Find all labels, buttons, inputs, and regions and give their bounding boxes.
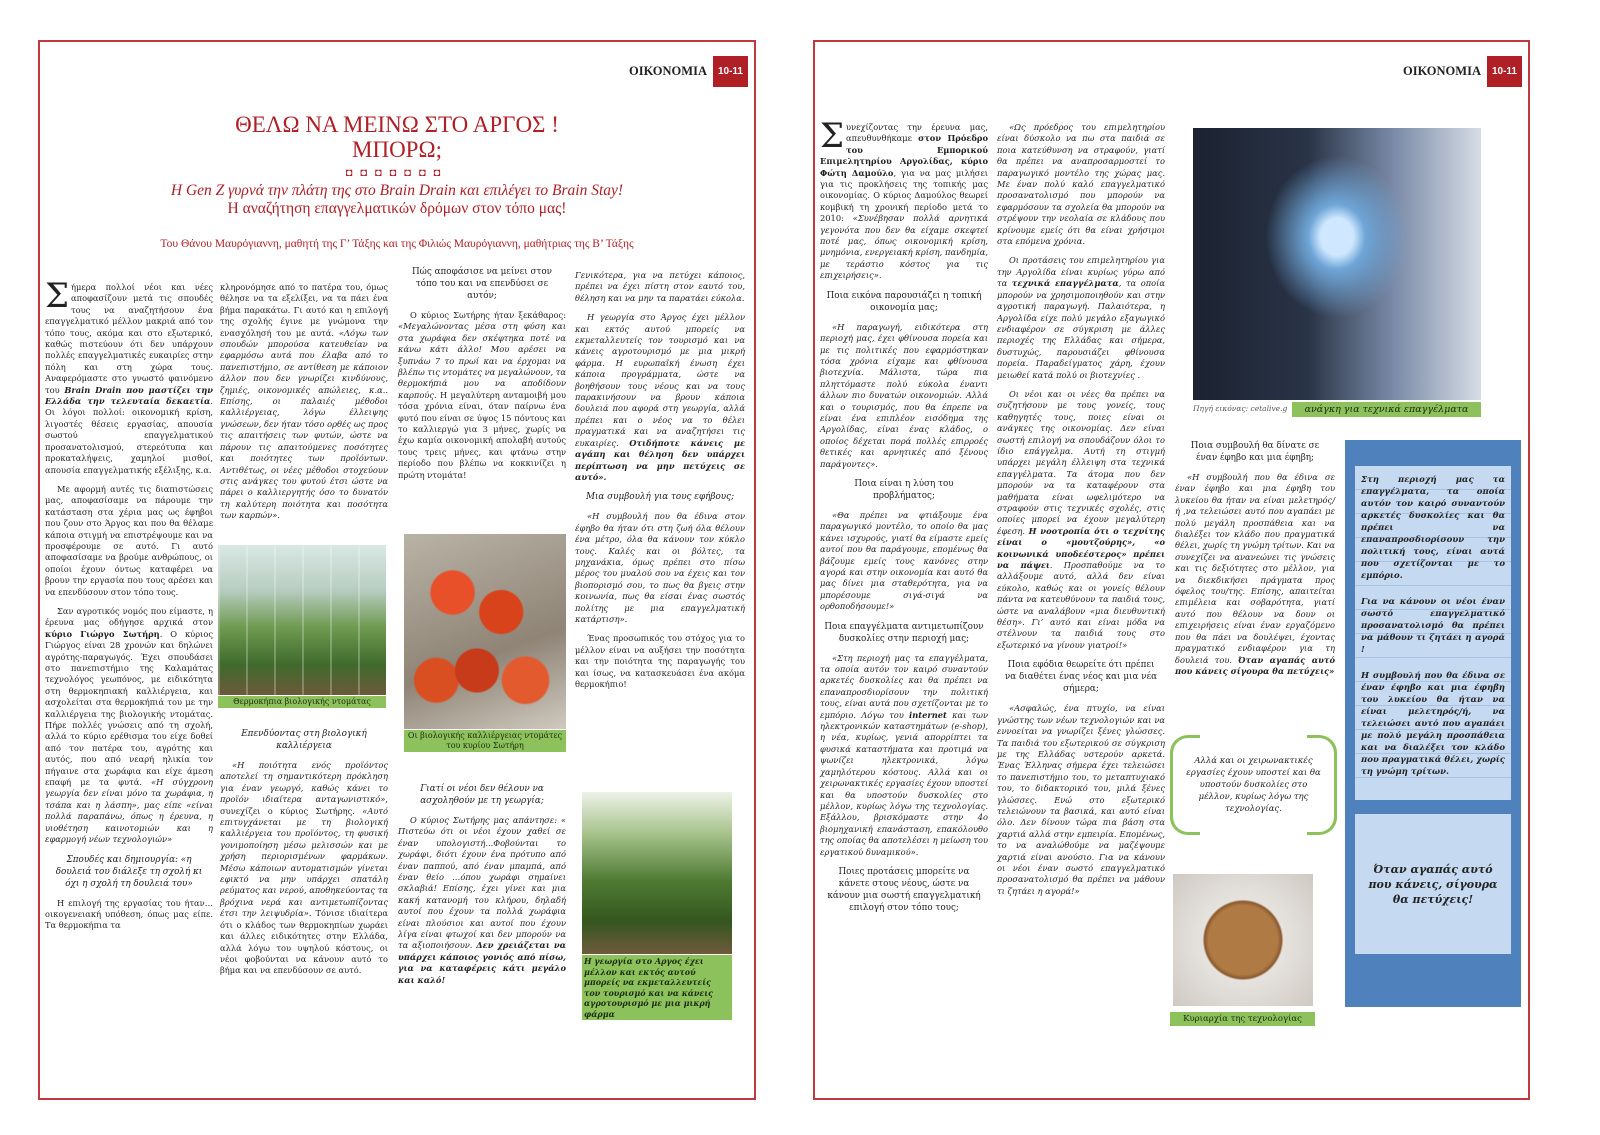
highlight-final: Όταν αγαπάς αυτό που κάνεις, σίγουρα θα πετύχεις! (1355, 814, 1511, 954)
tomatoes-photo (404, 534, 566, 729)
emphasis-text: Όταν αγαπάς αυτό που κάνεις σίγουρα θα πετύχεις» (1175, 654, 1335, 676)
article-title-line1: ΘΕΛΩ ΝΑ ΜΕΙΝΩ ΣΤΟ ΑΡΓΟΣ ! (235, 112, 559, 137)
quote-paragraph: «Η συμβουλή που θα έδινα στον έφηβο θα ήταν ότι στη ζωή όλα θέλουν ένα μέτρο, όλα θα κάνουν τον κύκλο τους. Καλές και οι βόλτες, τα μηχανάκια, όμως πρέπει στο πίσω μέρος του μυαλού σου να έχεις και τον βιοπορισμό σου, το πως θα βγεις στην κοινωνία, πως θα είσαι ένας σωστός πολίτης με μια επαγγελματική κατάρτιση». (575, 511, 745, 624)
quote-text: «Αυτό επιτυγχάνεται με τη βιολογική καλλιέργεια του προϊόντος, τη φυσική γονιμοποίηση μέσω μελισσών και με χρήση περιορισμένων φαρμάκων. Μέσω κάποιων αυτοματισμών γίνεται εφικτό να μην υπάρχει σπατάλη ρεύματος και νερού, αποθηκεύοντας τα βρόχινα νερά και αντιμετωπίζοντας έτσι την λειψυδρία». (220, 805, 388, 919)
page-number-badge: 10-11 (1487, 56, 1522, 87)
quote-text: Οι νέοι και οι νέες θα πρέπει να συζητήσουν με τους γονείς, τους καθηγητές τους, ποιες είναι οι ανάγκες της οικονομίας. Δεν είναι σωστή επιλογή να σπουδάζουν όλοι το ίδιο επάγγελμα. Αυτή τη στιγμή υπάρχει μεγάλη έλλειψη στα τεχνικά επαγγέλματα. Τα άτομα που δεν μπορούν να τα καταφέρουν στα μαθήματα είναι ωφελιμότερο να στραφούν στις τεχνικές σχολές, στις οποίες μπορεί να έχουν μεγαλύτερη έφεση. (997, 388, 1165, 536)
quote-paragraph: «Θα πρέπει να φτιάξουμε ένα παραγωγικό μοντέλο, το οποίο θα μας κάνει ισχυρούς, γιατί θα είμαστε εμείς αυτοί που θα παράγουμε, επομένως θα βάζουμε εμείς τους κανόνες στην αγορά και στην οικονομία και αυτό θα μας δίνει μια σταθερότητα, για να μπορέσουμε σιγά-σιγά να ορθοποδήσουμε!» (820, 509, 988, 612)
quote-corner (1170, 735, 1200, 755)
quote-text: . Προσπαθούμε να το αλλάξουμε αυτό, αλλά δεν είναι εύκολο, καθώς και οι γονείς θέλουν πάντα να κατευθύνουν τα παιδιά τους, ώστε να αναλάβουν «μια διευθυντική θέση». Γι’ αυτό και είναι μόδα να στέλνουν τα παιδιά τους στο εξωτερικό να γίνουν γιατροί!» (997, 560, 1165, 650)
section-heading: Μια συμβουλή για τους εφήβους; (585, 492, 735, 503)
photo-caption: ανάγκη για τεχνικά επαγγέλματα (1292, 402, 1481, 417)
highlight-item: Η συμβουλή που θα έδινα σε έναν έφηβο και μια έφηβη του λυκείου θα ήταν να είναι μελετηρός/ή, να τελειώσει αυτό που αγαπάει με πολύ μεγάλη προσπάθεια και να διαλέξει τον κλάδο που πραγματικά θέλει, χωρίς τη γνώμη τρίτων. (1361, 671, 1505, 777)
section-heading: Ποιες προτάσεις μπορείτε να κάνετε στους νέους, ώστε να κάνουν μια σωστή επαγγελματική επιλογή στον τόπο τους; (827, 866, 981, 913)
article-subtitle-2: Η αναζήτηση επαγγελματικών δρόμων στον τόπο μας! (227, 200, 567, 217)
quote-text: , τα οποία μπορούν να χρησιμοποιηθούν και στην αγροτική παραγωγή. Παλαιότερα, η Αργολίδα είχε πολύ μεγάλο εξαγωγικό ενδιαφέρον σε σύγκριση με άλλες περιοχές της Ελλάδας και σήμερα, δυστυχώς, παρουσιάζει φθίνουσα πορεία. Παραδείγματος χάρη, έχουν μειωθεί κατά πολύ οι βιοτεχνίες . (997, 278, 1165, 380)
column-3 (1175, 434, 1335, 724)
paragraph-text: . Ο κύριος Γιώργος είναι 28 χρονών και δηλώνει αγρότης-παραγωγός. Έχει σπουδάσει στο πανεπιστήμιο της Καλαμάτας τεχνολόγος γεωπόνος, με ειδικότητα στη θερμοκηπιακή καλλιέργεια, και ασχολείται στα θερμοκήπιά του με την καλλιέργεια της βιολογικής ντομάτας. Πήρε πολλές γνώσεις από τη σχολή, αλλά το κύριο ερέθισμα του είχε δοθεί από τον πατέρα του, αγρότης και αυτός, που από νεαρή ηλικία τον πήγαινε στα χωράφια και είχε άμεση επαφή με τα φυτά. (45, 628, 213, 788)
paragraph: Γενικότερα, για να πετύχει κάποιος, πρέπει να έχει πίστη στον εαυτό του, θέληση και να μην τα παρατάει εύκολα. (575, 270, 745, 303)
crop-rows-photo (582, 792, 732, 954)
paragraph-text: ήμερα πολλοί νέοι και νέες αποφασίζουν μετά τις σπουδές τους να αναζητήσουν ένα επαγγελματικό μέλλον μακριά από τον τόπο τους, ακόμα και στο εξωτερικό, καθώς πιστεύουν ότι δεν υπάρχουν πολλές επαγγελματικές ευκαιρίες στην πόλη και στη χώρα τους. Αναφερόμαστε στο γνωστό φαινόμενο του (45, 282, 213, 395)
paragraph: Η επιλογή της εργασίας του ήταν… οικογενειακή υπόθεση, όπως μας είπε. Τα θερμοκήπια τα (45, 897, 213, 931)
paragraph: Ένας προσωπικός του στόχος για το μέλλον είναι να αυξήσει την ποσότητα και την ποιότητα της παραγωγής του και ίσως, να κατασκευάσει ένα ακόμα θερμοκήπιο! (575, 633, 745, 689)
section-heading: Ποια εφόδια θεωρείτε ότι πρέπει να διαθέτει ένας νέος και μια νέα σήμερα; (1004, 660, 1158, 695)
column-3-bottom (398, 777, 566, 1097)
section-heading: Σπουδές και δημιουργία: «η δουλειά του διάλεξε τη σχολή κι όχι η σχολή τη δουλειά του» (55, 854, 203, 889)
emphasis-text: Η νοοτροπία ότι ο τεχνίτης είναι ο «μουτζούρης», «ο κοινωνικά υποδεέστερος» πρέπει να πάψει (997, 525, 1166, 571)
column-1 (820, 116, 988, 1097)
column-1 (45, 276, 213, 1097)
paragraph-text: Σαν αγροτικός νομός που είμαστε, η έρευνα μας οδήγησε αρχικά στον (45, 605, 213, 628)
quote-text: και των ηλεκτρονικών καταστημάτων (e-shop), η νέα, κυρίως, γενιά απορρίπτει τα φυσικά καταστήματα και προτιμά να ψωνίζει ηλεκτρονικά, λόγω χαμηλότερου κόστους. Αλλά και οι χειρωνακτικές εργασίες έχουν υποστεί και θα υποστούν δυσκολίες στο μέλλον, κυρίως λόγω της τεχνολογίας. Εξάλλου, βρισκόμαστε στην 4ο βιομηχανική επανάσταση, επακόλουθο της οποίας θα αποτελέσει η μείωση του εργατικού δυναμικού». (820, 709, 988, 857)
paragraph-text: . Οι λόγοι πολλοί: οικονομική κρίση, λιγοστές θέσεις εργασίας, απουσία σωστού επαγγελματικού προσανατολισμού, στερεότυπα και προκαταλήψεις, χαμηλοί μισθοί, απουσία επαγγελματικής εξέλιξης, κ.α. (45, 396, 213, 475)
emphasis-text: Δεν χρειάζεται να υπάρχει κάποιος γονιός από πίσω, για να καταφέρεις κάτι μεγάλο και καλό! (398, 940, 566, 985)
quote-paragraph: «Ασφαλώς, ένα πτυχίο, να είναι γνώστης των νέων τεχνολογιών και να εννοείται να γνωρίζει ξένες γλώσσες. Τα παιδιά του εξωτερικού σε σύγκριση με της Ελλάδας υστερούν αρκετά. Ένας Έλληνας σήμερα έχει τελειώσει το πανεπιστήμιο του, το μεταπτυχιακό του, το διδακτορικό του, μιλά ξένες γλώσσες. Ενώ στο εξωτερικό τελειώνουν τα βασικά, και αυτό είναι όλο. Δεν δίνουν τώρα πια βάση στα χαρτιά αλλά στην εμπειρία. Επομένως, το να αναλώθούμε να μαζέψουμε χαρτιά είναι ανούσιο. Για να κάνουν οι νέοι έναν σωστό επαγγελματικό προσανατολισμό θα πρέπει να μάθουν τι ζητάει η αγορά!» (997, 703, 1165, 896)
quote-text: Ο κύριος Σωτήρης μας απάντησε: « Πιστεύω ότι οι νέοι έχουν χαθεί σε έναν υπολογιστή...Φοβούνται το χωράφι, διότι έχουν ένα πρότυπο από έναν παππού, από έναν μπαμπά, από έναν θείο …όπου χωράφι σημαίνει σκλαβιά! Επίσης, έχει γίνει και μια κακή κατανομή του κλήρου, δηλαδή αυτοί που έχουν τα πολλά χωράφια είναι πλούσιοι και αυτοί που έχουν λίγα είναι φτωχοί και δεν μπορούν να τα αξιοποιήσουν. (398, 815, 566, 951)
column-2-top (220, 282, 388, 521)
greenhouse-photo (218, 545, 386, 695)
emphasis-text: κύριο Γιώργο Σωτήρη (45, 628, 160, 639)
round-table-photo (1173, 874, 1313, 1006)
section-heading: Ποια εικόνα παρουσιάζει η τοπική οικονομία μας; (826, 290, 982, 313)
highlight-item: Στη περιοχή μας τα επαγγέλματα, τα οποία αυτόν τον καιρό συναντούν αρκετές δυσκολίες και θα πρέπει να επαναπροσδιορίσουν την πολιτική τους, είναι αυτά που σχετίζονται με το εμπόριο. (1361, 475, 1505, 581)
quote-text: «Συνέβησαν πολλά αρνητικά γεγονότα που δεν θα είχαμε σκεφτεί ποτέ μας, όπως οικονομική κρίση, μνημόνια, ενεργειακή κρίση, πανδημία, με τεράστιο κόστος για τις επιχειρήσεις». (820, 213, 988, 281)
paragraph-text: Ο κύριος Σωτήρης ήταν ξεκάθαρος: (410, 310, 566, 320)
paragraph-text: , για να μας μιλήσει για τις προκλήσεις της τοπικής μας οικονομίας. Ο κύριος Δαμούλος θεωρεί κομβική τη χρονική περίοδο μετά το 2010: (820, 167, 988, 224)
quote-text: «Η σύγχρονη γεωργία δεν είναι μόνο τα χωράφια, η τσάπα και η λάσπη», μας είπε «είναι πολλά παραπάνω, όπως η έρευνα, η υιοθέτηση καινοτομιών και η εφαρμογή νέων τεχνολογιών» (45, 777, 213, 845)
pull-quote-text: Αλλά και οι χειρωνακτικές εργασίες έχουν υποστεί και θα υποστούν δυσκολίες στο μέλλον, κυρίως λόγω της τεχνολογίας. (1186, 756, 1321, 814)
page-number-badge: 10-11 (713, 56, 748, 87)
quote-paragraph: «Η παραγωγή, ειδικότερα στη περιοχή μας, έχει φθίνουσα πορεία και με τις πολιτικές που εφαρμόστηκαν τόσα χρόνια είχαμε και φθίνουσα βιοτεχνία. Μάλιστα, τώρα πια πληττόμαστε πολύ εύκολα έναντι άλλων πιο δυνατών οικονομιών. Αλλά και ο τουρισμός, που θα έπρεπε να είναι ένα επιπλέον εισόδημα της Αργολίδας, είναι ένας κλάδος, ο οποίος δέχεται πορά πολλές επιρροές θετικές και αρνητικές από ξένους παράγοντες». (820, 321, 988, 469)
quote-text: «Η ποιότητα ενός προϊόντος αποτελεί τη σημαντικότερη πρόκληση για έναν γεωργό, καθώς κάνει το προϊόν ιδιαίτερα ανταγωνιστικό» (220, 760, 388, 805)
quote-paragraph: «Ως πρόεδρος του επιμελητηρίου είναι δύσκολο να πω στα παιδιά σε ποια κατεύθυνση να στραφούν, γιατί θα πρέπει να αναπροσαρμοστεί το παραγωγικό μοντέλο της χώρας μας. Με έναν πολύ καλό επαγγελματικό προσανατολισμό που μπορούν να εφαρμόσουν τα σχολεία θα μπορούν να στρέψουν την νεολαία σε κλάδους που κρίνουμε εμείς ότι θα είναι χρήσιμοι στα επόμενα χρόνια. (997, 122, 1165, 247)
quote-text: Η γεωργία στο Άργος έχει μέλλον και εκτός αυτού μπορείς να εκμεταλλευτείς τον τουρισμό και να κάνεις αγροτουρισμό με μια μικρή φάρμα. Η ευρωπαϊκή ένωση έχει κάποια προγράμματα, ώστε να βοηθήσουν τους νέους και να τους παρακινήσουν να βρουν κάποια δουλειά που αφορά στη γεωργία, αλλά πρέπει και ο νέος να το θέλει πραγματικά και να αναζητήσει τις ευκαιρίες. (575, 312, 745, 448)
quote-text: «Η συμβουλή που θα έδινα σε έναν έφηβο και μια έφηβη του λυκείου θα ήταν να είναι μελετηρός/ή ,να τελειώσει αυτό που αγαπάει με πολύ μεγάλη προσπάθεια και να διαλέξει τον κλάδο που πραγματικά θέλει, χωρίς τη γνώμη τρίτων. Και να συνεχίζει να ανανεώνει τις γνώσεις και τις δεξιότητες στο μέλλον, για να διεκδικήσει πράγματα προς όφελος του/της. Επίσης, απαιτείται επιμέλεια και σοβαρότητα, γιατί αυτό που θέλουν να δουν οι επιχειρήσεις είναι έναν εργαζόμενο που θα πάει να δουλέψει, έχοντας πραγματικό ενδιαφέρον για τη δουλειά του. (1175, 472, 1335, 665)
paragraph: Με αφορμή αυτές τις διαπιστώσεις μας, αποφασίσαμε να πάρουμε την κατάσταση στα χέρια μας ως έφηβοι που ζουν στο Άργος και που θα θέλαμε κάποια στιγμή να επιστρέψουμε και να προσφέρουμε σε αυτό. Γι αυτό αποφασίσαμε να βρούμε ανθρώπους, οι οποίοι έχουν όντως καταφέρει να βρουν την εργασία που τους αρέσει και να επενδύσουν στον τόπο τους. (45, 483, 213, 597)
lightbulb-hand-photo (1193, 128, 1481, 400)
photo-caption: Η γεωργία στο Αργος έχει μέλλον και εκτός αυτού μπορείς να εκμεταλλευτείς τον τουρισμό και να κάνεις αγροτουρισμό με μια μικρή φάρμα (582, 955, 732, 1020)
article-byline: Του Θάνου Μαυρόγιαννη, μαθητή της Γ’ Τάξης και της Φιλιώς Μαυρόγιαννη, μαθήτριας της Β’ Τάξης (160, 238, 634, 250)
photo-caption: Κυριαρχία της τεχνολογίας (1170, 1012, 1315, 1026)
drop-cap: Σ (45, 276, 70, 316)
paragraph-text: υνεχίζοντας την έρευνα μας, απευθυνθήκαμε (846, 122, 988, 144)
emphasis-text: στον Πρόεδρο του Εμπορικού Επιμελητηρίου Αργολίδας, κύριο Φώτη Δαμούλο (820, 133, 988, 178)
section-label: ΟΙΚΟΝΟΜΙΑ (629, 64, 707, 78)
quote-corner (1307, 815, 1337, 835)
ornament-divider: ◘◘◘◘◘◘◘ (345, 167, 449, 179)
quote-text: Οι προτάσεις του επιμελητηρίου για την Αργολίδα είναι κυρίως γύρω από τα (997, 255, 1165, 289)
photo-caption: Θερμοκήπια βιολογικής ντομάτας (218, 696, 386, 708)
page-header (1403, 56, 1522, 87)
section-heading: Γιατί οι νέοι δεν θέλουν να ασχοληθούν με τη γεωργία; (420, 784, 544, 806)
article-title-line2: ΜΠΟΡΩ; (352, 137, 442, 162)
article-title-block (40, 112, 754, 250)
quote-text: «Μεγαλώνοντας μέσα στη φύση και στα χωράφια δεν σκέφτηκα ποτέ να κάνω κάτι άλλο! Μου αρέσει να ξυπνάω 7 το πρωί και να έρχομαι να βλέπω τις ντομάτες να μεγαλώνουν, τα θερμοκήπιά μου να αποδίδουν καρπούς. (398, 321, 566, 400)
drop-cap: Σ (820, 116, 845, 156)
section-heading: Επενδύοντας στη βιολογική καλλιέργεια (241, 729, 367, 751)
section-heading: Ποια είναι η λύση του προβλήματος; (854, 478, 954, 501)
quote-corner (1170, 815, 1200, 835)
highlights-box (1345, 440, 1521, 1007)
column-2 (997, 122, 1165, 1097)
paragraph-text: κληρονόμησε από το πατέρα του, όμως θέλησε να τα εξελίξει, να τα πάει ένα βήμα παρακάτω. Γι αυτό και η επιλογή της σχολής έγινε με γνώμονα την ενασχόλησή του με αυτά. (220, 282, 388, 338)
article-subtitle: Η Gen Z γυρνά την πλάτη της στο Brain Drain και επιλέγει το Brain Stay! (170, 182, 624, 199)
paragraph-text: , συνεχίζει ο κύριος Σωτήρης. (220, 794, 388, 816)
column-2-bottom (220, 722, 388, 1097)
section-label: ΟΙΚΟΝΟΜΙΑ (1403, 64, 1481, 78)
page-right (813, 40, 1530, 1100)
column-3-top (398, 260, 566, 532)
photo-caption: Οι βιολογικής καλλιέργειας ντομάτες του κυρίου Σωτήρη (404, 730, 566, 752)
section-heading: Ποια συμβουλή θα δίνατε σε έναν έφηβο και μια έφηβη; (1190, 441, 1320, 463)
section-heading: Πώς αποφάσισε να μείνει στον τόπο του και να επενδύσει σε αυτόν; (412, 267, 552, 301)
emphasis-text: Οτιδήποτε κάνεις με αγάπη και θέληση δεν υπάρχει περίπτωση να μην πετύχεις σε αυτό». (575, 437, 745, 482)
quote-text: «Λόγω των σπουδών μπορούσα κατευθείαν να εφαρμόσω αυτά που έλαβα από το πανεπιστήμιο, σε αντίθεση με κάποιον άλλον που δεν γνωρίζει κινδύνους, ζημιές, οικονομικές απώλειες, κ.α.. Επίσης, οι παλαιές μέθοδοι καλλιέργειας, λόγω έλλειψης γνώσεων, δεν ήταν τόσο ορθές ως προς τις απαιτήσεις των φυτών, ώστε να πάρουν τις απαιτούμενες ποσότητες και ποιότητες των προϊόντων. Αντιθέτως, οι νέες μέθοδοι στοχεύουν στις ανάγκες του φυτού έτσι ώστε να πάρει ο καλλιεργητής όσο το δυνατόν τη καλύτερη ποιότητα και ποσότητα των καρπών». (220, 327, 388, 521)
highlights-list (1355, 466, 1511, 800)
image-source: Πηγή εικόνας: cetalive.g (1193, 404, 1288, 413)
paragraph-text: Η μεγαλύτερη ανταμοιβή μου τόσα χρόνια είναι, όταν παίρνω ένα φυτό που είναι σε ύψος 15 πόντους και το καλλιεργώ για 3 μήνες, χωρίς να έχω καμία οικονομική απολαβή αυτούς τους τρεις μήνες, και φτάνω στην περίοδο που βλέπω να κοκκινίζει η πρώτη ντομάτα! (398, 389, 566, 480)
quote-corner (1307, 735, 1337, 755)
emphasis-text: τεχνικά επαγγέλματα (1011, 278, 1119, 289)
quote-text: «Στη περιοχή μας τα επαγγέλματα, τα οποία αυτόν τον καιρό συναντούν αρκετές δυσκολίες και θα πρέπει να επαναπροσδιορίσουν την πολιτική τους, είναι αυτά που σχετίζονται με το εμπόριο. Λόγω του (820, 652, 988, 720)
column-4 (575, 270, 745, 750)
section-heading: Ποια επαγγέλματα αντιμετωπίζουν δυσκολίες στην περιοχή μας; (824, 621, 984, 644)
emphasis-text: Brain Drain που μαστίζει την Ελλάδα την τελευταία δεκαετία (45, 384, 213, 407)
highlight-item: Για να κάνουν οι νέοι έναν σωστό επαγγελματικό προσανατολισμό θα πρέπει να μάθουν τι ζητάει η αγορά ! (1361, 597, 1505, 655)
page-left (38, 40, 756, 1100)
page-header (629, 56, 748, 87)
paragraph-text: Τόνισε ιδιαίτερα ότι ο κλάδος των θερμοκηπίων χωράει και άλλες ειδικότητες στην Ελλάδα, αλλά λόγω του υψηλού κόστους, οι νέοι φοβούνται να κάνουν αυτό το βήμα και να επενδύσουν σε αυτό. (220, 908, 388, 976)
emphasis-text: internet (909, 709, 947, 720)
